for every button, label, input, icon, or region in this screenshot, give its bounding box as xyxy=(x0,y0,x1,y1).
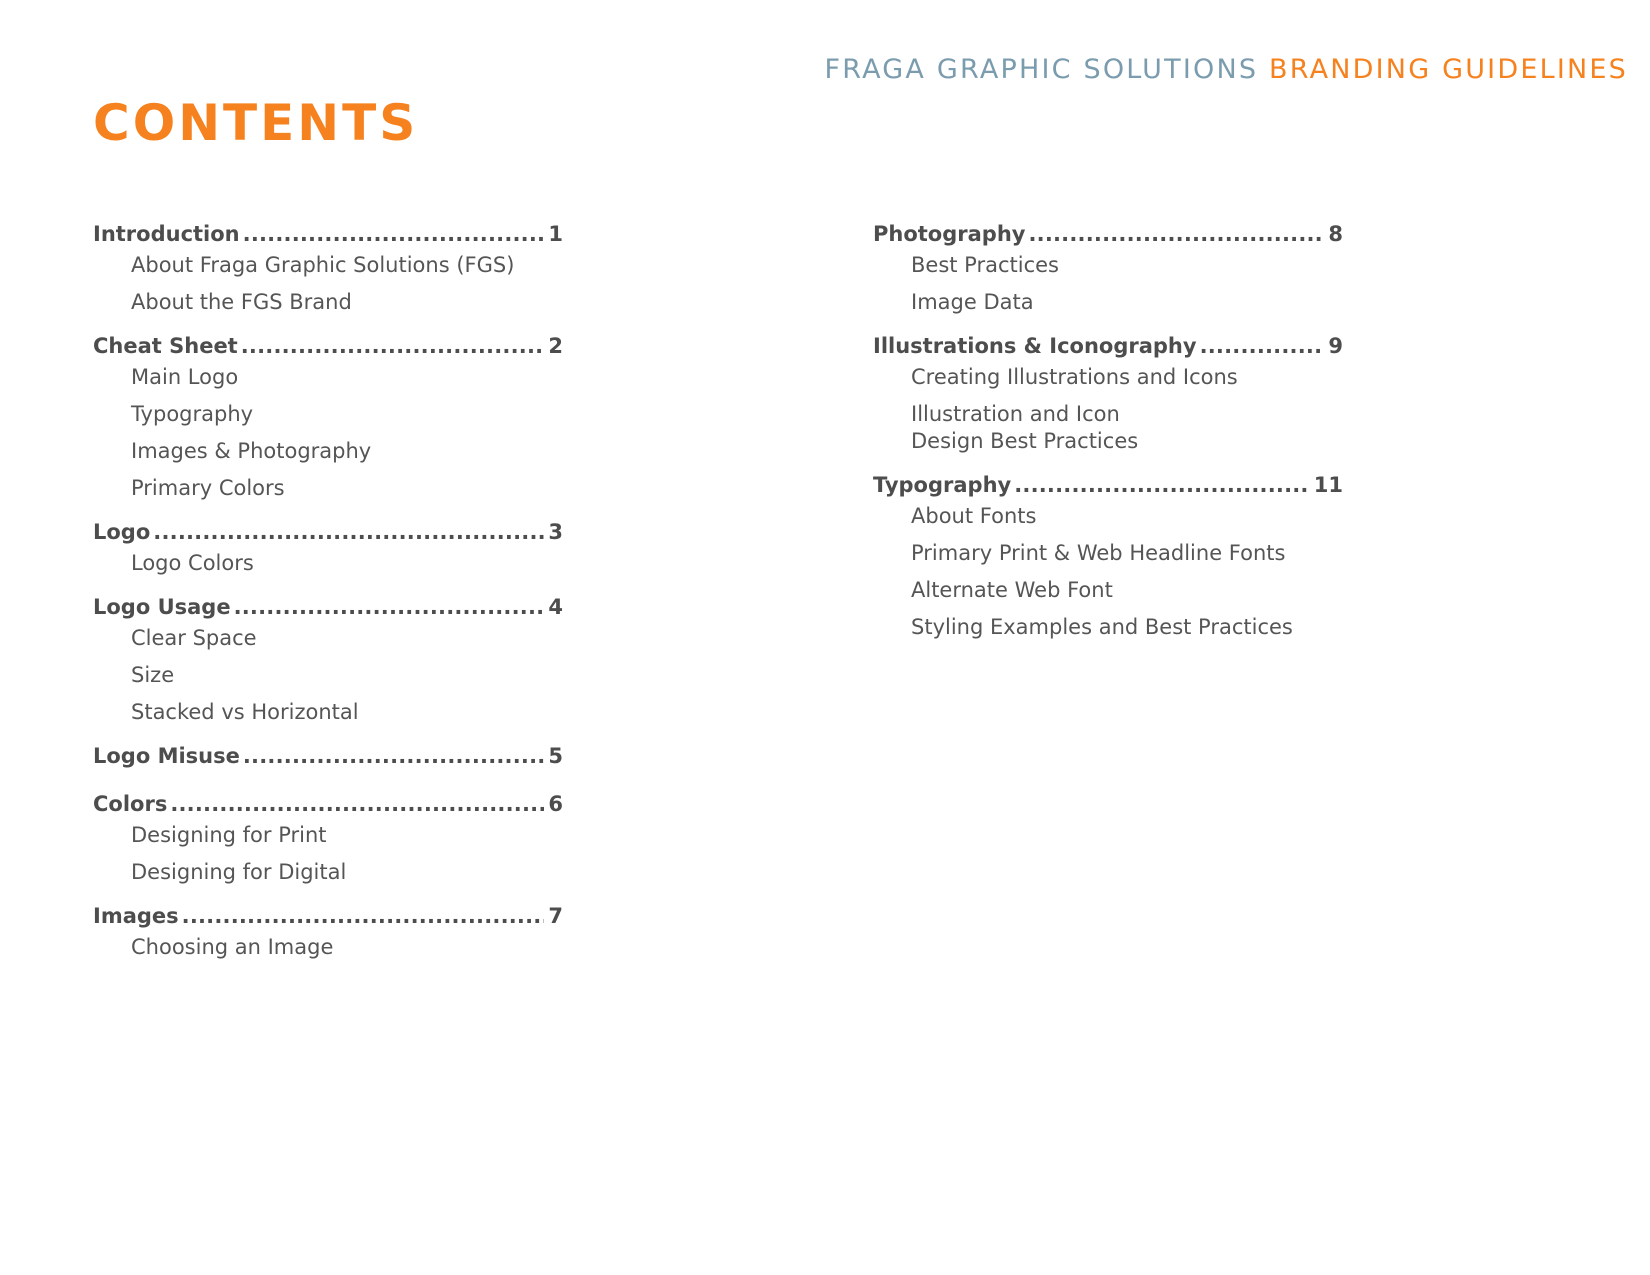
toc-subentry[interactable]: About Fraga Graphic Solutions (FGS) xyxy=(131,253,515,277)
toc-subentry[interactable]: Alternate Web Font xyxy=(911,578,1113,602)
toc-subentry[interactable]: About Fonts xyxy=(911,504,1037,528)
toc-section-logo xyxy=(93,514,563,577)
toc-subentry[interactable]: Best Practices xyxy=(911,253,1059,277)
toc-page-number: 1 xyxy=(548,222,563,246)
toc-subentry[interactable]: Images & Photography xyxy=(131,439,372,463)
toc-subentry[interactable]: About the FGS Brand xyxy=(131,290,352,314)
toc-section-typography xyxy=(873,467,1343,641)
toc-subentry[interactable]: Primary Print & Web Headline Fonts xyxy=(911,541,1286,565)
toc-entry-title: Cheat Sheet xyxy=(93,334,238,358)
toc-subentry[interactable]: Stacked vs Horizontal xyxy=(131,700,359,724)
toc-entry-logo-misuse[interactable] xyxy=(93,738,563,774)
toc-subentries xyxy=(93,550,563,577)
toc-entry-introduction[interactable] xyxy=(93,216,563,252)
toc-entry-title: Typography xyxy=(873,473,1012,497)
toc-entry-title: Images xyxy=(93,904,179,928)
toc-page-number: 9 xyxy=(1328,334,1343,358)
toc-subentry[interactable]: Typography xyxy=(131,402,254,426)
dot-leader xyxy=(1028,216,1324,252)
toc-subentry[interactable]: Designing for Digital xyxy=(131,860,347,884)
toc-page-number: 8 xyxy=(1328,222,1343,246)
toc-entry-illustrations-and-iconography[interactable] xyxy=(873,328,1343,364)
toc-subentries xyxy=(93,364,563,502)
toc-subentry[interactable]: Choosing an Image xyxy=(131,935,334,959)
dot-leader xyxy=(243,738,545,774)
toc-entry-logo-usage[interactable] xyxy=(93,589,563,625)
dot-leader xyxy=(243,216,545,252)
toc-subentry[interactable]: Image Data xyxy=(911,290,1034,314)
page-title: CONTENTS xyxy=(93,94,419,152)
toc-subentries xyxy=(93,625,563,726)
toc-subentry[interactable]: Creating Illustrations and Icons xyxy=(911,365,1238,389)
dot-leader xyxy=(241,328,545,364)
dot-leader xyxy=(1200,328,1325,364)
toc-subentry[interactable]: Styling Examples and Best Practices xyxy=(911,615,1293,639)
toc-section-images xyxy=(93,898,563,961)
dot-leader xyxy=(153,514,544,550)
toc-section-photography xyxy=(873,216,1343,316)
toc-page-number: 2 xyxy=(548,334,563,358)
toc-subentry[interactable]: Illustration and Icon Design Best Practices xyxy=(911,402,1139,453)
toc-subentries xyxy=(873,252,1343,316)
document-name: BRANDING GUIDELINES xyxy=(1268,54,1628,85)
toc-entry-images[interactable] xyxy=(93,898,563,934)
toc-subentry[interactable]: Clear Space xyxy=(131,626,257,650)
toc-entry-title: Introduction xyxy=(93,222,240,246)
toc-entry-colors[interactable] xyxy=(93,786,563,822)
toc-subentry[interactable]: Logo Colors xyxy=(131,551,254,575)
toc-subentry[interactable]: Designing for Print xyxy=(131,823,327,847)
toc-subentries xyxy=(93,934,563,961)
toc-left-column xyxy=(93,216,563,973)
toc-section-logo-usage xyxy=(93,589,563,726)
toc-subentries xyxy=(873,364,1343,455)
dot-leader xyxy=(1014,467,1310,503)
toc-subentry[interactable]: Primary Colors xyxy=(131,476,285,500)
toc-section-logo-misuse xyxy=(93,738,563,774)
toc-subentry[interactable]: Size xyxy=(131,663,175,687)
running-header xyxy=(824,56,1628,83)
toc-section-introduction xyxy=(93,216,563,316)
toc-page-number: 4 xyxy=(548,595,563,619)
dot-leader xyxy=(182,898,545,934)
toc-entry-logo[interactable] xyxy=(93,514,563,550)
toc-subentries xyxy=(93,252,563,316)
toc-entry-title: Logo Misuse xyxy=(93,744,240,768)
toc-entry-title: Logo Usage xyxy=(93,595,231,619)
toc-entry-title: Colors xyxy=(93,792,168,816)
toc-right-column xyxy=(873,216,1343,653)
toc-entry-photography[interactable] xyxy=(873,216,1343,252)
toc-subentry[interactable]: Main Logo xyxy=(131,365,239,389)
toc-entry-title: Photography xyxy=(873,222,1026,246)
toc-page-number: 5 xyxy=(548,744,563,768)
toc-page-number: 7 xyxy=(548,904,563,928)
toc-page-number: 3 xyxy=(548,520,563,544)
toc-section-colors xyxy=(93,786,563,886)
toc-page-number: 11 xyxy=(1313,473,1343,497)
toc-subentries xyxy=(873,503,1343,641)
toc-section-illustrations-and-iconography xyxy=(873,328,1343,455)
dot-leader xyxy=(234,589,545,625)
dot-leader xyxy=(170,786,544,822)
toc-section-cheat-sheet xyxy=(93,328,563,502)
toc-entry-title: Illustrations & Iconography xyxy=(873,334,1197,358)
toc-page-number: 6 xyxy=(548,792,563,816)
toc-subentries xyxy=(93,822,563,886)
toc-entry-typography[interactable] xyxy=(873,467,1343,503)
toc-entry-cheat-sheet[interactable] xyxy=(93,328,563,364)
brand-name: FRAGA GRAPHIC SOLUTIONS xyxy=(824,54,1259,85)
toc-entry-title: Logo xyxy=(93,520,151,544)
